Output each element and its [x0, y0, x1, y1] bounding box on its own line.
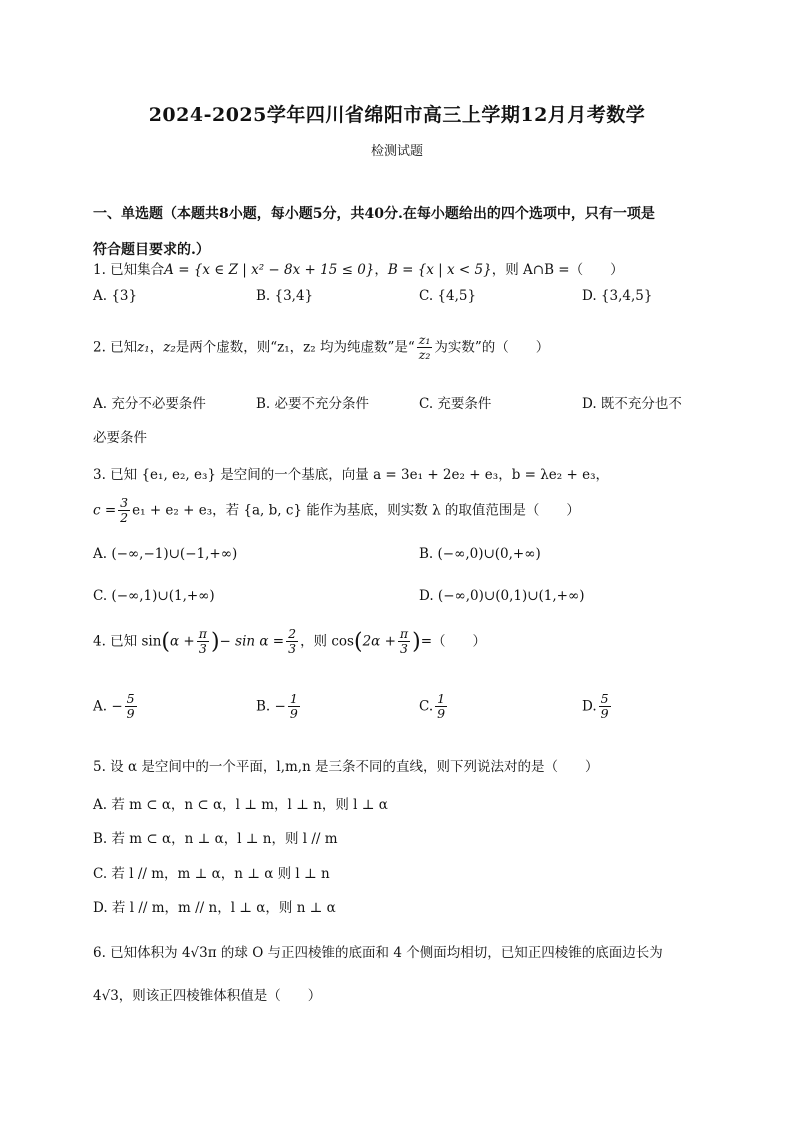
- q4-paren2: 2α +: [362, 633, 396, 650]
- q4-frac-2-3: [286, 627, 298, 657]
- q4-three: 3: [198, 641, 207, 657]
- section-instructions-line1: 一、单选题（本题共8小题，每小题5分，共40分.在每小题给出的四个选项中，只有一项是: [93, 206, 655, 222]
- q4-option-d: [582, 692, 613, 722]
- q4-option-a-den: 9: [126, 706, 135, 722]
- q3-option-c: C. (−∞,1)∪(1,+∞): [93, 588, 215, 604]
- q4-pi-b: π: [399, 626, 409, 641]
- page-subtitle: 检测试题: [370, 144, 423, 159]
- question-2-stem: [93, 333, 549, 363]
- page-title: 2024-2025学年四川省绵阳市高三上学期12月月考数学: [148, 104, 646, 126]
- q2-option-a: A. 充分不必要条件: [93, 396, 206, 412]
- q1-option-a: A. {3}: [93, 288, 138, 304]
- q2-z2: z₂: [163, 339, 176, 356]
- q4-option-c-fraction: [435, 692, 447, 722]
- q4-paren-open-1: (: [161, 629, 170, 655]
- q1-option-b: B. {3,4}: [256, 288, 314, 304]
- q3-fraction: [118, 496, 130, 526]
- question-3-line2: [93, 496, 580, 526]
- q3-line2-rest: e₁ + e₂ + e₃，若 {a, b, c} 能作为基底，则实数 λ 的取值范围是（ ）: [132, 502, 580, 519]
- q3-option-a: A. (−∞,−1)∪(−1,+∞): [93, 546, 238, 562]
- q4-option-b-den: 9: [289, 706, 298, 722]
- q4-paren1: α +: [170, 633, 195, 650]
- q1-separator: ，: [374, 262, 388, 278]
- q2-fraction: [417, 333, 433, 363]
- q1-prefix: 1. 已知集合: [93, 262, 165, 278]
- q4-frac-pi-3: [197, 627, 209, 657]
- q2-frac-num: z₁: [418, 332, 431, 347]
- q4-three-b: 3: [400, 641, 408, 657]
- q2-option-b: B. 必要不充分条件: [256, 396, 370, 412]
- q5-option-d: D. 若 l // m，m // n，l ⊥ α，则 n ⊥ α: [93, 900, 336, 916]
- q3-c-label: c =: [93, 502, 117, 519]
- q3-option-d: D. (−∞,0)∪(0,1)∪(1,+∞): [419, 588, 585, 604]
- q1-option-d: D. {3,4,5}: [582, 288, 653, 304]
- q4-option-b-num: 1: [289, 691, 298, 706]
- question-6-line1: 6. 已知体积为 4√3π 的球 O 与正四棱锥的底面和 4 个侧面均相切，已知正四棱锥的底面边长为: [93, 945, 663, 961]
- q2-text2: 是两个虚数，则“: [175, 339, 278, 356]
- q5-option-b: B. 若 m ⊂ α，n ⊥ α，l ⊥ n，则 l // m: [93, 831, 338, 847]
- q2-text4: 为实数”的（ ）: [434, 339, 550, 356]
- q4-paren-close-1: ): [210, 629, 220, 655]
- q2-z1: z₁: [137, 339, 150, 356]
- q2-text1: 2. 已知: [93, 339, 138, 356]
- question-4-stem: [93, 627, 486, 657]
- q2-frac-den: z₂: [418, 347, 431, 363]
- q4-option-c-prefix: C.: [419, 698, 434, 715]
- q4-option-d-den: 9: [600, 706, 609, 722]
- q4-pre: 4. 已知 sin: [93, 633, 162, 650]
- q4-pi: π: [198, 626, 207, 641]
- q4-option-a-num: 5: [126, 691, 135, 706]
- q4-option-b-fraction: [288, 692, 300, 722]
- q4-option-d-prefix: D.: [582, 698, 597, 715]
- q4-tail: =（ ）: [420, 633, 487, 650]
- q4-mid: − sin α =: [219, 633, 285, 650]
- q4-option-a-prefix: A. −: [93, 698, 123, 715]
- q4-option-b: [256, 692, 302, 722]
- question-6-line2: 4√3，则该正四棱锥体积值是（ ）: [93, 988, 322, 1004]
- q2-option-d: D. 既不充分也不: [582, 396, 682, 412]
- q3-frac-num: 3: [120, 495, 129, 510]
- q2-option-c: C. 充要条件: [419, 396, 492, 412]
- q4-then: ，则 cos: [300, 633, 354, 650]
- q3-frac-den: 2: [120, 510, 129, 526]
- q4-option-d-num: 5: [600, 691, 609, 706]
- question-1-stem: [93, 258, 624, 278]
- q4-paren-open-2: (: [353, 629, 363, 655]
- q1-set-b: B = {x | x < 5}: [387, 262, 492, 278]
- q4-option-c-den: 9: [437, 706, 446, 722]
- q5-option-a: A. 若 m ⊂ α，n ⊂ α，l ⊥ m，l ⊥ n，则 l ⊥ α: [93, 797, 388, 813]
- q5-option-c: C. 若 l // m，m ⊥ α，n ⊥ α 则 l ⊥ n: [93, 866, 330, 882]
- q4-option-a-fraction: [125, 692, 137, 722]
- q4-paren-close-2: ): [412, 629, 421, 655]
- q4-three2: 3: [288, 641, 297, 657]
- section-instructions-line2: 符合题目要求的.）: [93, 242, 210, 258]
- q1-suffix: ，则 A∩B =（ ）: [491, 262, 624, 278]
- q4-two: 2: [288, 626, 297, 641]
- q4-option-d-fraction: [599, 692, 611, 722]
- q1-option-c: C. {4,5}: [419, 288, 477, 304]
- q4-option-c-num: 1: [437, 691, 446, 706]
- q3-option-b: B. (−∞,0)∪(0,+∞): [419, 546, 541, 562]
- q2-text3: z₁，z₂ 均为纯虚数”是“: [277, 339, 415, 356]
- q4-option-b-prefix: B. −: [256, 698, 286, 715]
- q4-option-c: [419, 692, 449, 722]
- q2-option-d-wrap: 必要条件: [93, 430, 147, 446]
- q2-mid1: ，: [149, 339, 164, 356]
- q4-frac-pi-3-b: [398, 627, 410, 657]
- question-5-stem: 5. 设 α 是空间中的一个平面，l,m,n 是三条不同的直线，则下列说法对的是（ ）: [93, 759, 599, 775]
- q1-set-a: A = {x ∈ Z | x² − 8x + 15 ≤ 0}: [164, 262, 375, 278]
- q4-option-a: [93, 692, 139, 722]
- question-3-line1: 3. 已知 {e₁, e₂, e₃} 是空间的一个基底，向量 a = 3e₁ + 2e₂ + e₃，b = λe₂ + e₃，: [93, 467, 609, 483]
